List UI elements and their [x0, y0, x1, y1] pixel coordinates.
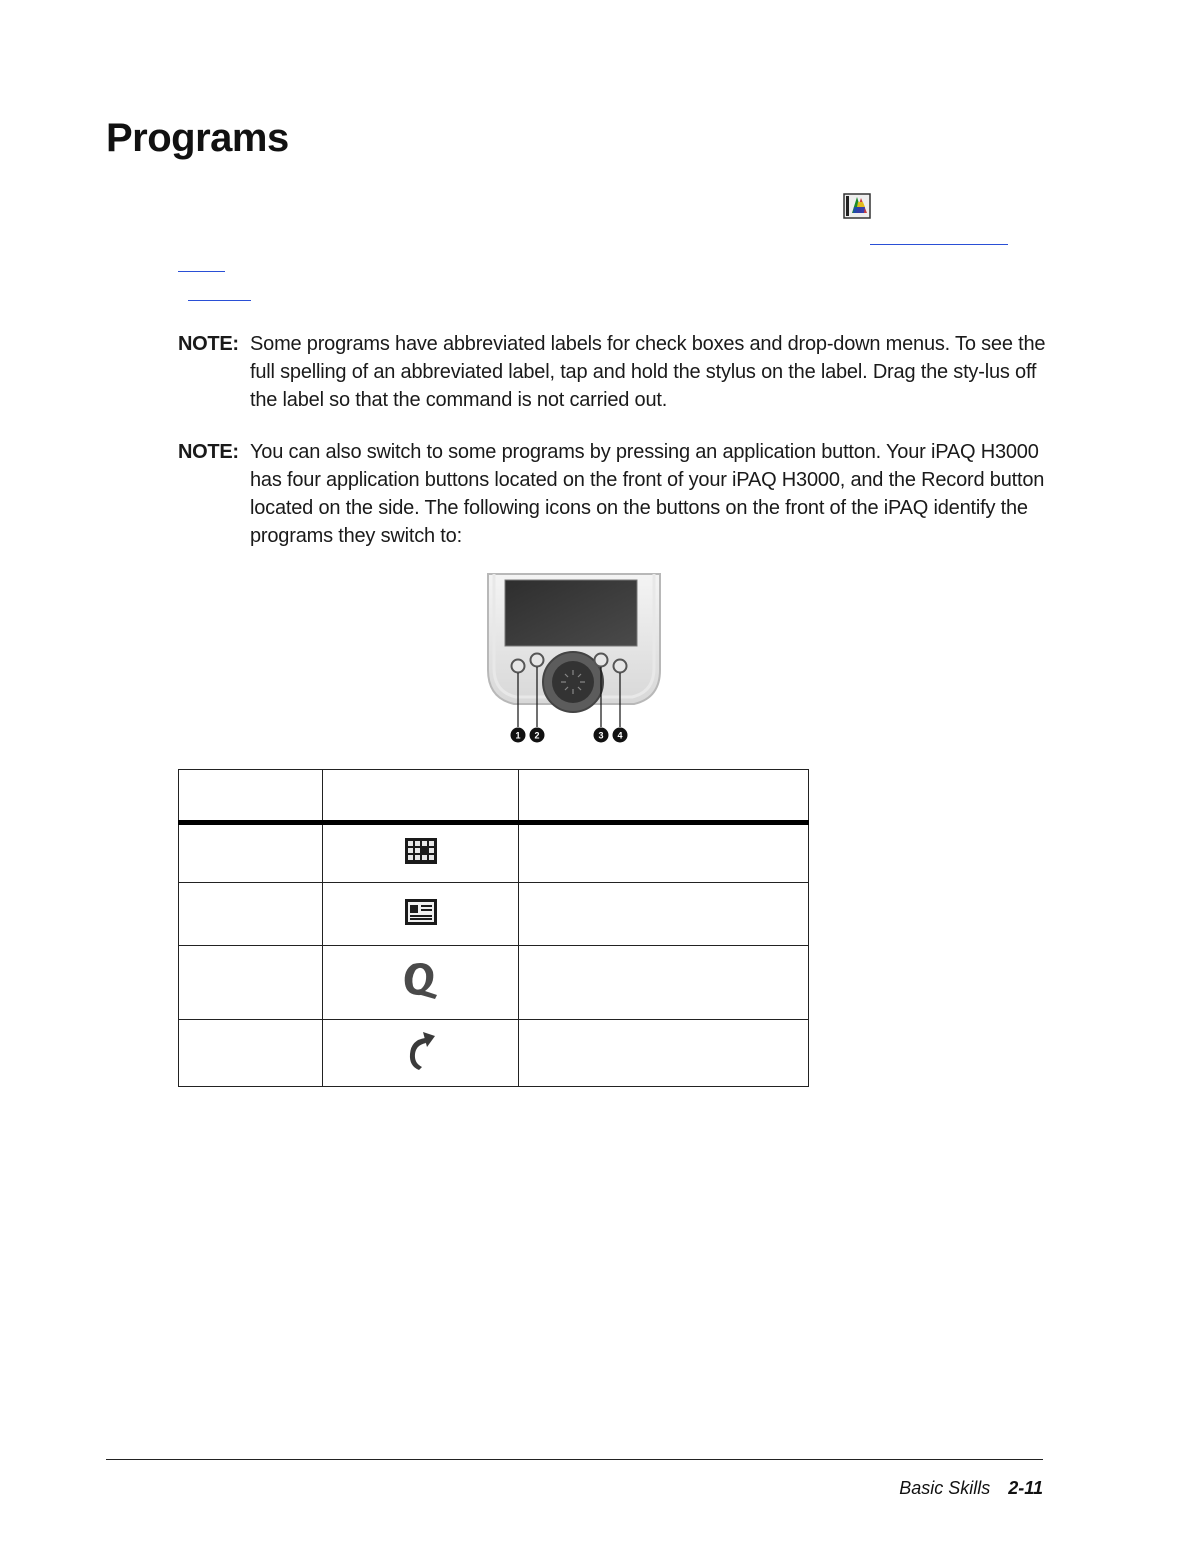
note-application-buttons	[178, 438, 1048, 550]
table-header-cell	[179, 770, 323, 823]
footer-rule	[106, 1459, 1043, 1460]
table-icon-cell	[322, 946, 519, 1020]
page-footer	[899, 1478, 1043, 1499]
table-row	[179, 1020, 809, 1087]
ipaq-device-illustration	[464, 570, 686, 750]
table-icon-cell	[322, 883, 519, 946]
table-header-cell	[519, 770, 809, 823]
footer-section-title: Basic Skills	[899, 1478, 991, 1498]
table-cell	[179, 946, 323, 1020]
table-row	[179, 883, 809, 946]
footer-page-number: 2-11	[1008, 1478, 1043, 1498]
page-title: Programs	[106, 116, 289, 160]
link-underline[interactable]	[870, 244, 1008, 245]
table-header-cell	[322, 770, 519, 823]
note-abbreviated-labels	[178, 330, 1048, 414]
table-cell	[519, 823, 809, 883]
note-text: You can also switch to some programs by pressing an application button. Your iPAQ H3000 has four application buttons located on the front of your iPAQ H3000, and the Record button located on the side. The following icons on the buttons on the front of the iPAQ identify the programs they switch to:	[250, 441, 1045, 547]
callout-3: 3	[598, 730, 604, 741]
table-row	[179, 946, 809, 1020]
q-menu-icon	[399, 958, 443, 1002]
callout-1: 1	[515, 730, 521, 741]
note-label: NOTE:	[178, 441, 239, 463]
table-cell	[519, 1020, 809, 1087]
table-cell	[519, 883, 809, 946]
link-underline[interactable]	[188, 300, 251, 301]
table-row	[179, 823, 809, 883]
table-icon-cell	[322, 823, 519, 883]
table-cell	[179, 1020, 323, 1087]
link-underline[interactable]	[178, 271, 225, 272]
table-cell	[179, 823, 323, 883]
note-text: Some programs have abbreviated labels for check boxes and drop-down menus. To see the full spelling of an abbreviated label, tap and hold the stylus on the label. Drag the sty-lus off the label so that the command is not carried out.	[250, 333, 1046, 411]
application-buttons-table	[178, 769, 809, 1087]
table-cell	[179, 883, 323, 946]
callout-2: 2	[534, 730, 540, 741]
calendar-icon	[404, 837, 438, 865]
activesync-arrow-icon	[403, 1028, 439, 1074]
contacts-icon	[404, 898, 438, 926]
callout-4: 4	[617, 730, 623, 741]
note-label: NOTE:	[178, 333, 239, 355]
table-icon-cell	[322, 1020, 519, 1087]
start-menu-icon	[843, 193, 871, 219]
table-header-row	[179, 770, 809, 823]
table-cell	[519, 946, 809, 1020]
